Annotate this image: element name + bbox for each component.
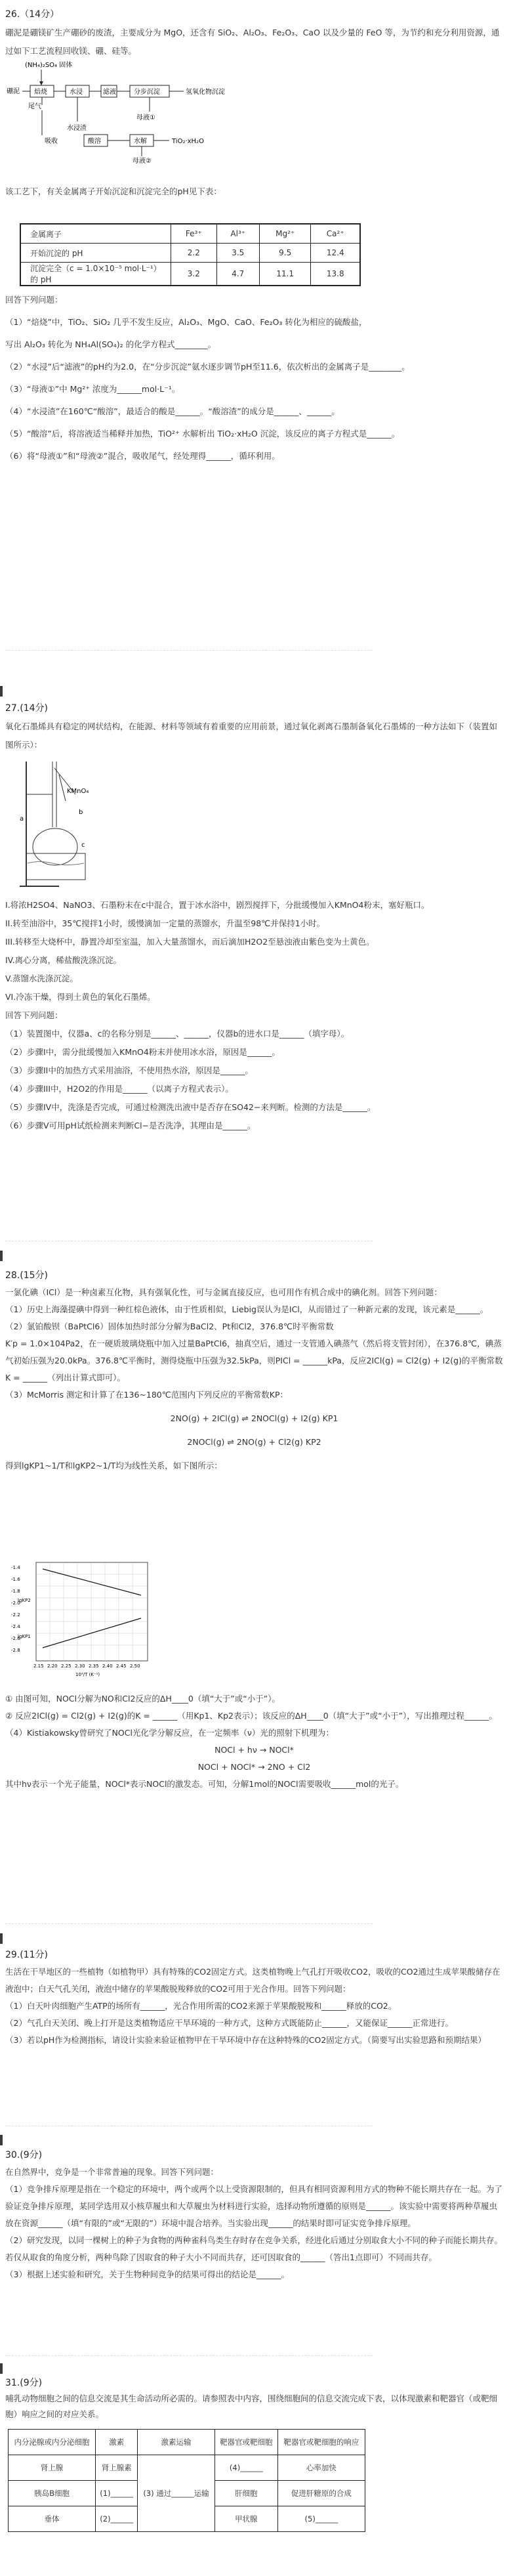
table-header-cell: 金属离子 <box>20 224 171 244</box>
q28-title: 28.(15分) <box>5 1270 49 1281</box>
separator <box>5 650 373 651</box>
graph-y-tick: -2.8 <box>11 1648 20 1653</box>
q30-line-1: 在自然界中，竞争是一个非常普遍的现象。回答下列问题： <box>5 2167 219 2177</box>
q26-table-intro-block <box>5 182 503 201</box>
q27-line-12: （5）步骤IV中，洗涤是否完成，可通过检测洗出液中是否存在SO42−来判断。检测的方法是______。 <box>5 1102 376 1112</box>
table-cell: 9.5 <box>259 244 311 263</box>
q26-table-intro: 该工艺下，有关金属离子开始沉淀和沉淀完全的pH见下表： <box>5 186 222 196</box>
table-cell: 肝细胞 <box>215 2481 277 2506</box>
q27-line-7: 回答下列问题： <box>5 1010 63 1020</box>
table-cell: (4)______ <box>215 2455 277 2481</box>
q27-line-6: VI.冷冻干燥，得到土黄色的氧化石墨烯。 <box>5 992 155 1002</box>
q26-flow-step-roast: 焙烧 <box>34 89 47 96</box>
q26-flow-residue: 水浸渣 <box>67 125 87 132</box>
graph-x-tick: 2.15 <box>33 1664 44 1669</box>
graph-y-tick: -1.6 <box>11 1577 20 1582</box>
q26-flow-mother-liquor-2: 母液② <box>133 158 152 164</box>
q26-flow-step-leach: 水浸 <box>70 89 83 96</box>
q26-line-4: （3）“母液①”中 Mg²⁺ 浓度为______mol·L⁻¹。 <box>5 384 180 394</box>
question-26 <box>5 5 503 60</box>
question-28 <box>5 1267 503 1474</box>
question-marker <box>0 686 3 697</box>
question-marker <box>0 1933 3 1944</box>
graph-x-tick: 2.25 <box>61 1664 72 1669</box>
question-31 <box>5 2375 503 2422</box>
table-cell: (5)______ <box>277 2506 365 2532</box>
table-row <box>20 224 360 244</box>
table-header-cell: Mg²⁺ <box>259 224 311 244</box>
q27-line-9: （2）步骤I中，需分批缓慢加入KMnO4粉末并使用冰水浴，原因是______。 <box>5 1047 280 1057</box>
q26-ph-table <box>20 223 361 286</box>
q26-flow-product: TiO₂·xH₂O <box>172 138 204 145</box>
q30-line-3: （2）研究发现，以同一棵树上的种子为食物的两种雀科鸟类生存时存在竞争关系，经进化后通过分别取食大小不同的种子而能长期共存。若仅从取食的角度分析，两种鸟除了因取食的种子大小不同而共存，还可因取食的______（答出1点即可）不同而共存。 <box>5 2235 502 2262</box>
table-row-label: 开始沉淀的 pH <box>20 244 171 263</box>
table-header-cell: 靶器官或靶细胞的响应 <box>277 2430 365 2455</box>
table-cell: 13.8 <box>311 263 360 286</box>
q27-line-1: I.将浓H2SO4、NaNO3、石墨粉末在c中混合，置于冰水浴中，剧烈搅拌下，分批缓慢加入KMnO4粉末，塞好瓶口。 <box>5 900 430 910</box>
q29-line-3: （2）气孔白天关闭、晚上打开是这类植物适应干旱环境的一种方式，这种方式既能防止______，又能保证______正常进行。 <box>5 2018 453 2028</box>
q28-line-kp1 <box>43 1618 141 1648</box>
q26-line-7: （6）将“母液①”和“母液②”混合，吸收尾气，经处理得______，循环利用。 <box>5 451 280 461</box>
q28-after-3: （4）Kistiakowsky曾研究了NOCl光化学分解反应，在一定频率（ν）光的照射下机理为： <box>5 1728 334 1738</box>
q26-intro: 硼泥是硼镁矿生产硼砂的废渣，主要成分为 MgO，还含有 SiO₂、Al₂O₃、Fe₂O₃、CaO 以及少量的 FeO 等，为节约和充分利用资源，通过如下工艺流程回收镁、硼、硅等。 <box>5 28 500 56</box>
table-cell: 肾上腺素 <box>96 2455 138 2481</box>
graph-y-label-2: lgKP1 <box>18 1634 31 1639</box>
q26-flow-step-fractional: 分步沉淀 <box>134 89 160 96</box>
graph-x-tick: 2.30 <box>75 1664 85 1669</box>
table-header-cell: Ca²⁺ <box>311 224 360 244</box>
q28-final: 其中hν表示一个光子能量，NOCl*表示NOCl的激发态。可知，分解1mol的NOCl需要吸收______mol的光子。 <box>5 1779 404 1789</box>
table-cell: (2)______ <box>96 2506 138 2532</box>
q28-questions-after-graph <box>5 1690 503 1793</box>
question-marker <box>0 2135 3 2145</box>
question-marker <box>0 2363 3 2374</box>
separator <box>5 1923 373 1924</box>
graph-x-tick: 2.50 <box>130 1664 140 1669</box>
q28-line-kp2 <box>43 1569 141 1595</box>
question-30 <box>5 2147 503 2283</box>
table-row-label: 沉淀完全（c = 1.0×10⁻⁵ mol·L⁻¹）的 pH <box>20 263 171 286</box>
table-header-cell: Al³⁺ <box>216 224 259 244</box>
graph-y-tick: -2.0 <box>11 1600 20 1606</box>
q29-line-2: （1）白天叶肉细胞产生ATP的场所有______，光合作用所需的CO2来源于苹果酸脱羧和______释放的CO2。 <box>5 2001 397 2011</box>
q31-intro: 哺乳动物细胞之间的信息交流是其生命活动所必需的。请参照表中内容，围绕细胞间的信息交流完成下表，以体现激素和靶器官（或靶细胞）响应之间的对应关系。 <box>5 2394 498 2419</box>
table-cell: 促进肝糖原的合成 <box>277 2481 365 2506</box>
q26-line-2: 写出 Al₂O₃ 转化为 NH₄Al(SO₄)₂ 的化学方程式________。 <box>5 339 216 349</box>
q27-apparatus-diagram <box>13 755 118 893</box>
separator <box>5 2355 373 2356</box>
table-row <box>20 244 360 263</box>
table-row <box>9 2430 365 2455</box>
q26-flow-feed: 硼泥 <box>7 88 20 95</box>
graph-x-tick: 2.20 <box>47 1664 58 1669</box>
table-cell: 12.4 <box>311 244 360 263</box>
q30-title: 30.(9分) <box>5 2150 43 2160</box>
q26-flow-reagents: (NH₄)₂SO₄ 固体 <box>25 62 73 69</box>
q27-line-4: IV.离心分离，稀盐酸洗涤沉淀。 <box>5 955 122 965</box>
q26-flow-mother-liquor-1: 母液① <box>136 114 155 121</box>
q28-line-1: 一氯化碘（ICl）是一种卤素互化物，具有强氧化性，可与金属直接反应，也可用作有机合成中的碘化剂。回答下列问题： <box>5 1287 442 1297</box>
table-row <box>9 2455 365 2481</box>
table-header-cell: 内分泌腺或内分泌细胞 <box>9 2430 96 2455</box>
q28-after-1: ① 由图可知，NOCl分解为NO和Cl2反应的ΔH____0（填“大于”或“小于”）。 <box>5 1694 280 1704</box>
q27-line-10: （3）步骤II中的加热方式采用油浴，不使用热水浴，原因是______。 <box>5 1065 253 1075</box>
graph-x-tick: 2.40 <box>102 1664 113 1669</box>
q26-questions <box>5 289 503 467</box>
q28-line-4: K′p = 1.0×104Pa2，在一硬质玻璃烧瓶中加入过量BaPtCl6，抽真空后，通过一支管通入碘蒸气（然后将支管封闭），在376.8℃，碘蒸气初始压强为20.0kPa。376.8℃平衡时，测得烧瓶中压强为32.5kPa，则PICl = ______kPa，反应2ICl(g) = Cl2(g) + I2(g)的平衡常数K = ______（列出计算式即可）。 <box>5 1339 503 1383</box>
table-cell: 心率加快 <box>277 2455 365 2481</box>
q26-flow-gas: 尾气 <box>28 103 41 110</box>
q27-line-13: （6）步骤V可用pH试纸检测来判断Cl−是否洗净，其理由是______。 <box>5 1121 256 1130</box>
q26-flow-filtrate-label: 滤液 <box>103 89 116 96</box>
table-header-cell: 靶器官或靶细胞 <box>215 2430 277 2455</box>
q29-line-1: 生活在干旱地区的一些植物（如植物甲）具有特殊的CO2固定方式。这类植物晚上气孔打开吸收CO2，吸收的CO2通过生成苹果酸储存在液泡中；白天气孔关闭，液泡中储存的苹果酸脱羧释放的CO2可用于光合作用。回答下列问题： <box>5 1967 501 1994</box>
q26-flow-absorb: 吸收 <box>45 138 58 145</box>
q29-line-4: （3）若以pH作为检测指标，请设计实验来验证植物甲在干旱环境中存在这种特殊的CO2固定方式。（简要写出实验思路和预期结果） <box>5 2035 487 2045</box>
q31-hormone-table <box>8 2429 365 2532</box>
apparatus-label-a: a <box>20 815 24 823</box>
q27-line-11: （4）步骤III中，H2O2的作用是______（以离子方程式表示）。 <box>5 1084 234 1094</box>
q26-process-flow-diagram <box>5 59 281 164</box>
q28-equation-1: 2NO(g) + 2ICl(g) ⇌ 2NOCl(g) + I2(g) KP1 <box>170 1413 338 1423</box>
table-cell: 胰岛B细胞 <box>9 2481 96 2506</box>
table-cell: (3) 通过______运输 <box>138 2455 215 2532</box>
q27-line-5: V.蒸馏水洗涤沉淀。 <box>5 974 78 983</box>
q29-title: 29.(11分) <box>5 1950 49 1960</box>
question-29 <box>5 1946 503 2049</box>
table-cell: 3.5 <box>216 244 259 263</box>
q26-title: 26.（14分） <box>5 9 60 20</box>
graph-y-tick: -2.6 <box>11 1636 20 1641</box>
table-cell: 垂体 <box>9 2506 96 2532</box>
graph-y-tick: -1.4 <box>11 1565 20 1570</box>
q27-kmno4-label: KMnO₄ <box>67 788 89 795</box>
table-cell: 甲状腺 <box>215 2506 277 2532</box>
table-header-cell: Fe³⁺ <box>171 224 217 244</box>
q26-line-3: （2）“水浸”后“滤液”的pH约为2.0，在“分步沉淀”氨水逐步调节pH至11.6，依次析出的金属离子是________。 <box>5 362 410 372</box>
q26-line-1: （1）“焙烧”中，TiO₂、SiO₂ 几乎不发生反应，Al₂O₃、MgO、CaO、Fe₂O₃ 转化为相应的硫酸盐， <box>5 317 367 327</box>
graph-y-label-1: lgKP2 <box>18 1598 31 1603</box>
apparatus-label-b: b <box>79 809 83 816</box>
table-cell: 4.7 <box>216 263 259 286</box>
apparatus-label-c: c <box>81 842 85 849</box>
q28-lgkp-graph <box>10 1556 161 1681</box>
q27-line-2: II.转至油浴中，35℃搅拌1小时，缓慢滴加一定量的蒸馏水，升温至98℃并保持1小时。 <box>5 918 325 928</box>
q28-line-3: （2）氯铂酸钡（BaPtCl6）固体加热时部分分解为BaCl2、Pt和Cl2，376.8℃时平衡常数 <box>5 1321 334 1331</box>
question-27 <box>5 699 503 754</box>
table-header-cell: 激素 <box>96 2430 138 2455</box>
q26-flow-step-hydrolysis: 水解 <box>134 138 147 145</box>
table-cell: 11.1 <box>259 263 311 286</box>
table-cell: 3.2 <box>171 263 217 286</box>
table-header-cell: 激素运输 <box>138 2430 215 2455</box>
graph-x-tick: 2.45 <box>116 1664 127 1669</box>
q28-line-2: （1）历史上海藻提碘中得到一种红棕色液体，由于性质相似，Liebig误认为是ICl，从而错过了一种新元素的发现，该元素是______。 <box>5 1304 489 1314</box>
q28-graph-intro: 得到lgKP1~1/T和lgKP2~1/T均为线性关系，如下图所示： <box>5 1461 222 1470</box>
q27-line-3: III.转移至大烧杯中，静置冷却至室温，加入大量蒸馏水，而后滴加H2O2至悬浊液由紫色变为土黄色。 <box>5 937 375 947</box>
q28-equation-4: NOCl + NOCl* → 2NO + Cl2 <box>197 1762 311 1772</box>
q27-line-8: （1）装置图中，仪器a、c的名称分别是______、______，仪器b的进水口是______（填字母）。 <box>5 1029 350 1039</box>
q26-flow-step-acid: 酸溶 <box>88 138 101 145</box>
q26-answer-prompt: 回答下列问题： <box>5 295 63 305</box>
table-cell: 2.2 <box>171 244 217 263</box>
graph-y-tick: -2.2 <box>11 1612 20 1618</box>
q30-line-4: （3）根据上述实验和研究，关于生物种间竞争的结果可得出的结论是______。 <box>5 2269 289 2279</box>
q28-after-2: ② 反应2ICl(g) = Cl2(g) + I2(g)的K = ______（用Kp1、Kp2表示）；该反应的ΔH____0（填“大于”或“小于”），写出推理过程______。 <box>5 1711 497 1721</box>
table-cell: 肾上腺 <box>9 2455 96 2481</box>
q28-line-5: （3）McMorris 测定和计算了在136~180℃范围内下列反应的平衡常数KP： <box>5 1390 289 1400</box>
q27-questions <box>5 896 503 1135</box>
q26-line-6: （5）“酸溶”后，将溶液适当稀释并加热，TiO²⁺ 水解析出 TiO₂·xH₂O 沉淀，该反应的离子方程式是______。 <box>5 429 400 439</box>
graph-x-label: 10³/T (K⁻¹) <box>75 1672 100 1677</box>
q30-line-2: （1）竞争排斥原理是指在一个稳定的环境中，两个或两个以上受资源限制的，但具有相同资源利用方式的物种不能长期共存在一起。为了验证竞争排斥原理，某同学选用双小核草履虫和大草履虫为材料进行实验，选择动物所遵循的原则是______。该实验中需要将两种草履虫放在资源______（填“有限的”或“无限的”）环境中混合培养。当实验出现______的结果时即可证实竞争排斥原理。 <box>5 2184 502 2228</box>
table-cell: (1)______ <box>96 2481 138 2506</box>
q28-equation-3: NOCl + hν → NOCl* <box>215 1745 294 1755</box>
q27-title: 27.(14分) <box>5 703 49 714</box>
q27-intro: 氧化石墨烯具有稳定的网状结构，在能源、材料等领域有着重要的应用前景，通过氧化剥离石墨制备氧化石墨烯的一种方法如下（装置如图所示）： <box>5 721 498 750</box>
q26-flow-precipitate: 氢氧化物沉淀 <box>186 89 225 96</box>
graph-x-tick: 2.35 <box>89 1664 99 1669</box>
q28-equation-2: 2NOCl(g) ⇌ 2NO(g) + Cl2(g) KP2 <box>187 1437 321 1447</box>
q26-line-5: （4）“水浸渣”在160℃“酸溶”，最适合的酸是______。“酸溶渣”的成分是______、______。 <box>5 406 340 416</box>
table-row <box>20 263 360 286</box>
graph-y-tick: -1.8 <box>11 1589 20 1594</box>
graph-y-tick: -2.4 <box>11 1624 20 1629</box>
question-marker <box>0 1251 3 1261</box>
q31-title: 31.(9分) <box>5 2378 43 2388</box>
